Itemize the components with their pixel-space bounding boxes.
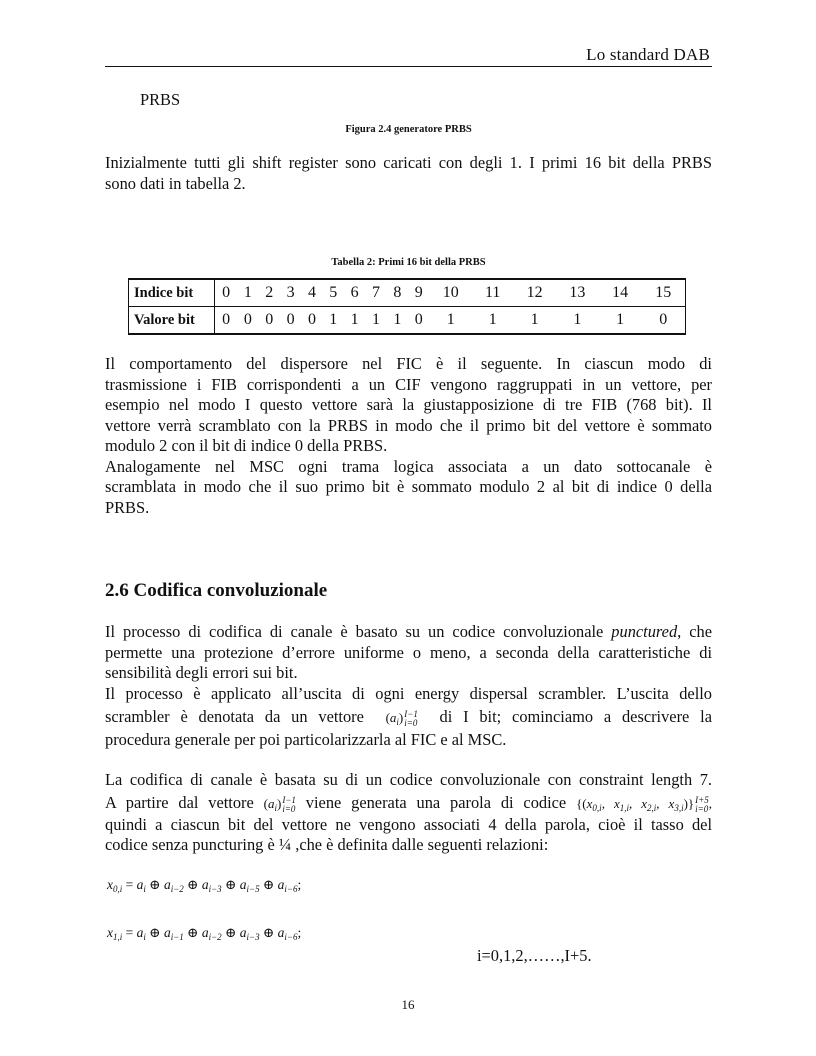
text-line: PRBS. — [105, 497, 150, 517]
text-line: trasmissione i FIB corrispondenti a un CIF vengono raggruppati in un vettore, per — [105, 374, 712, 394]
running-header: Lo standard DAB — [586, 45, 710, 64]
text-line: Il comportamento del dispersore nel FIC è il seguente. In ciascun modo di — [105, 354, 712, 373]
table-cell: 13 — [556, 279, 599, 307]
table-cell: 0 — [301, 307, 322, 335]
table-cell: 1 — [237, 279, 258, 307]
table-cell: 11 — [472, 279, 513, 307]
figure-label: PRBS — [140, 90, 181, 109]
table-cell: 0 — [280, 307, 301, 335]
row-header: Valore bit — [129, 307, 215, 335]
table-cell: 1 — [365, 307, 386, 335]
page-number: 16 — [401, 997, 415, 1012]
table-row — [129, 307, 686, 335]
table-cell: 3 — [280, 279, 301, 307]
table-row — [129, 279, 686, 307]
table-cell: 10 — [429, 279, 472, 307]
paragraph-dispersore — [105, 354, 712, 518]
paragraph-constraint — [105, 770, 712, 856]
text-line: sensibilità degli errori sui bit. — [105, 663, 298, 682]
table-cell: 5 — [323, 279, 344, 307]
table-cell: 4 — [301, 279, 322, 307]
text-line: permette una protezione d’errore uniforme o meno, a seconda della caratteristiche di — [105, 642, 712, 662]
vector-a-notation: $(a_i)$ I−1 i=0 — [263, 794, 296, 814]
section-heading: 2.6 Codifica convoluzionale — [105, 580, 328, 601]
emphasis-term: punctured — [611, 622, 678, 641]
table-cell: 0 — [259, 307, 280, 335]
paragraph-codifica — [105, 622, 712, 751]
table-cell: 12 — [513, 279, 556, 307]
table-cell: 1 — [429, 307, 472, 335]
codeword-notation: {($x_{0,i}$, $x_{1,i}$, $x_{2,i}$, $x_{3,i}$)} I+5 i=0 , — [576, 794, 712, 814]
prbs-table — [128, 278, 686, 335]
figure-caption: Figura 2.4 generatore PRBS — [345, 124, 472, 135]
table-cell: 6 — [344, 279, 365, 307]
text-line: scramblata in modo che il suo primo bit è sommato modulo 2 al bit di indice 0 della — [105, 477, 712, 496]
text-line: A partire dal vettore $(a_i)$ I−1 i=0 viene generata una parola di codice {($x_{0,i}$, $x_{1,i}$, $x_{2,i}$, $x_{3,i}$)} I+5 i=0 , — [105, 792, 712, 814]
index-range: i=0,1,2,……,I+5. — [477, 946, 592, 965]
table-cell: 2 — [259, 279, 280, 307]
table-cell: 0 — [237, 307, 258, 335]
table-cell: 1 — [513, 307, 556, 335]
header-rule — [105, 66, 712, 67]
text-line: Inizialmente tutti gli shift register sono caricati con degli 1. I primi 16 bit della PRBS — [105, 153, 712, 172]
table-cell: 1 — [556, 307, 599, 335]
table-cell: 1 — [599, 307, 642, 335]
table-cell: 1 — [323, 307, 344, 335]
vector-a-notation: $(a_i)$ I−1 i=0 — [385, 709, 418, 729]
row-header: Indice bit — [129, 279, 215, 307]
table-cell: 0 — [408, 307, 429, 335]
paragraph-intro — [105, 153, 712, 194]
text-line: esempio nel modo I questo vettore sarà la giustapposizione di tre FIB (768 bit). Il — [105, 395, 712, 414]
table-cell: 15 — [641, 279, 685, 307]
table-cell: 9 — [408, 279, 429, 307]
table-cell: 14 — [599, 279, 642, 307]
table-cell: 1 — [472, 307, 513, 335]
text-line: Il processo è applicato all’uscita di ogni energy dispersal scrambler. L’uscita dello — [105, 683, 712, 703]
text-line: Il processo di codifica di canale è basato su un codice convoluzionale punctured, che — [105, 622, 712, 641]
text-line: quindi a ciascun bit del vettore ne vengono associati 4 della parola, cioè il tasso del — [105, 814, 712, 834]
text-line: procedura generale per poi particolarizzarla al FIC e al MSC. — [105, 730, 507, 749]
table-caption: Tabella 2: Primi 16 bit della PRBS — [331, 257, 486, 268]
table-cell: 1 — [344, 307, 365, 335]
formula-x1: $x_{1,i} = a_i$ ⊕ $a_{i-1}$ ⊕ $a_{i-2}$ ⊕ $a_{i-3}$ ⊕ $a_{i-6}$; — [107, 925, 302, 942]
table-cell: 0 — [215, 279, 238, 307]
text-line: sono dati in tabella 2. — [105, 173, 246, 193]
text-line: scrambler è denotata da un vettore $(a_i)$ I−1 i=0 di I bit; cominciamo a descrivere la — [105, 707, 712, 729]
table-cell: 0 — [215, 307, 238, 335]
formula-x0: $x_{0,i} = a_i$ ⊕ $a_{i-2}$ ⊕ $a_{i-3}$ ⊕ $a_{i-5}$ ⊕ $a_{i-6}$; — [107, 877, 302, 894]
text-line: codice senza puncturing è ¼ ,che è definita dalle seguenti relazioni: — [105, 835, 549, 854]
text-line: modulo 2 con il bit di indice 0 della PRBS. — [105, 436, 388, 455]
text-line: La codifica di canale è basata su di un codice convoluzionale con constraint length 7. — [105, 770, 712, 789]
table-cell: 1 — [387, 307, 408, 335]
table-cell: 0 — [641, 307, 685, 335]
table-cell: 7 — [365, 279, 386, 307]
text-line: vettore verrà scramblato con la PRBS in modo che il primo bit del vettore è sommato — [105, 415, 712, 435]
table-cell: 8 — [387, 279, 408, 307]
text-line: Analogamente nel MSC ogni trama logica associata a un dato sottocanale è — [105, 456, 712, 476]
